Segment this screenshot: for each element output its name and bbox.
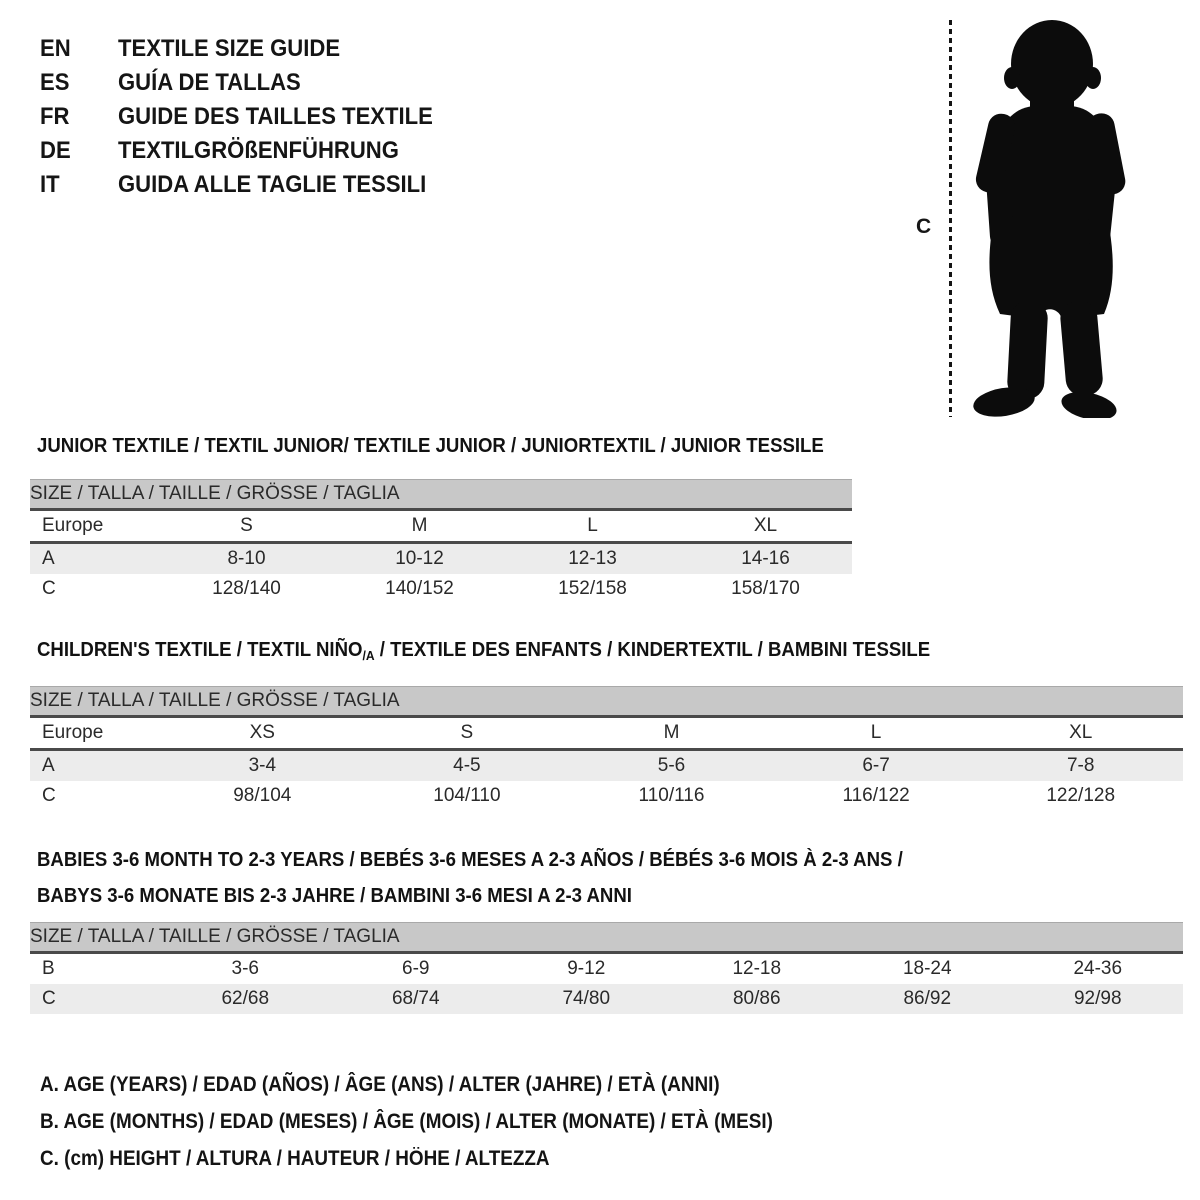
table-row-age	[30, 543, 852, 575]
size-cell: XL	[978, 717, 1183, 750]
height-cell: 92/98	[1013, 984, 1184, 1014]
months-cell: 3-6	[231, 958, 259, 979]
children-title-sub: /A	[362, 648, 375, 663]
months-cell: 9-12	[567, 958, 606, 979]
age-cell: 4-5	[365, 750, 570, 782]
children-section-title	[37, 638, 930, 668]
height-cell: 62/68	[160, 984, 331, 1014]
age-cell: 14-16	[679, 543, 852, 575]
height-dashed-line	[949, 20, 952, 417]
row-label: C	[42, 578, 56, 599]
size-cell: XL	[679, 510, 852, 543]
children-title-pre: CHILDREN'S TEXTILE / TEXTIL NIÑO	[37, 639, 363, 661]
months-cell: 6-9	[402, 958, 430, 979]
lang-row-it	[40, 168, 460, 202]
height-cell: 140/152	[385, 578, 454, 599]
months-cell: 24-36	[1073, 958, 1123, 979]
lang-code: EN	[40, 35, 71, 62]
row-label: A	[30, 750, 160, 782]
table-row-height	[30, 574, 852, 604]
legend	[40, 1066, 854, 1177]
height-cell: 122/128	[1046, 785, 1116, 806]
size-header-bar: SIZE / TALLA / TAILLE / GRÖSSE / TAGLIA	[30, 480, 852, 510]
age-cell: 5-6	[569, 750, 774, 782]
row-label: Europe	[30, 510, 160, 543]
row-label: C	[42, 785, 56, 806]
row-label: Europe	[30, 717, 160, 750]
size-cell: L	[774, 717, 979, 750]
size-header-bar: SIZE / TALLA / TAILLE / GRÖSSE / TAGLIA	[30, 687, 1183, 717]
lang-row-en	[40, 32, 460, 66]
age-cell: 10-12	[333, 543, 506, 575]
table-row-europe	[30, 717, 1183, 750]
size-cell: M	[333, 510, 506, 543]
table-row-height	[30, 781, 1183, 811]
size-cell: M	[569, 717, 774, 750]
lang-code: ES	[40, 69, 70, 96]
lang-title: GUIDA ALLE TAGLIE TESSILI	[118, 171, 427, 198]
lang-row-de	[40, 134, 460, 168]
junior-size-table	[30, 479, 852, 604]
height-cell: 98/104	[233, 785, 292, 806]
children-title-post: / TEXTILE DES ENFANTS / KINDERTEXTIL / BAMBINI TESSILE	[374, 639, 931, 661]
legend-height-cm: C. (cm) HEIGHT / ALTURA / HAUTEUR / HÖHE / ALTEZZA	[40, 1147, 550, 1170]
babies-section-title-line2: BABYS 3-6 MONATE BIS 2-3 JAHRE / BAMBINI 3-6 MESI A 2-3 ANNI	[37, 885, 632, 907]
lang-title: TEXTILGRÖßENFÜHRUNG	[118, 137, 399, 164]
height-cell: 68/74	[331, 984, 502, 1014]
toddler-silhouette-icon	[962, 18, 1140, 418]
junior-section-title: JUNIOR TEXTILE / TEXTIL JUNIOR/ TEXTILE JUNIOR / JUNIORTEXTIL / JUNIOR TESSILE	[37, 435, 824, 457]
table-row-europe	[30, 510, 852, 543]
lang-code: DE	[40, 137, 71, 164]
months-cell: 18-24	[902, 958, 952, 979]
age-cell: 8-10	[160, 543, 333, 575]
legend-age-months: B. AGE (MONTHS) / EDAD (MESES) / ÂGE (MOIS) / ALTER (MONATE) / ETÀ (MESI)	[40, 1110, 773, 1133]
row-label: B	[42, 958, 55, 979]
size-cell: XS	[160, 717, 365, 750]
age-cell: 12-13	[506, 543, 679, 575]
table-row-age	[30, 750, 1183, 782]
lang-title: TEXTILE SIZE GUIDE	[118, 35, 341, 62]
language-title-list	[40, 32, 460, 202]
age-cell: 7-8	[978, 750, 1183, 782]
size-cell: L	[506, 510, 679, 543]
legend-age-years: A. AGE (YEARS) / EDAD (AÑOS) / ÂGE (ANS) / ALTER (JAHRE) / ETÀ (ANNI)	[40, 1073, 720, 1096]
age-cell: 3-4	[160, 750, 365, 782]
size-cell: S	[365, 717, 570, 750]
months-cell: 12-18	[732, 958, 782, 979]
babies-size-table	[30, 922, 1183, 1014]
babies-section-title-line1: BABIES 3-6 MONTH TO 2-3 YEARS / BEBÉS 3-6 MESES A 2-3 AÑOS / BÉBÉS 3-6 MOIS À 2-3 ANS /	[37, 849, 903, 871]
table-row-height	[30, 984, 1183, 1014]
lang-title: GUIDE DES TAILLES TEXTILE	[118, 103, 433, 130]
height-cell: 104/110	[433, 785, 501, 806]
table-row-months	[30, 953, 1183, 985]
height-cell: 116/122	[842, 785, 910, 806]
height-cell: 74/80	[501, 984, 672, 1014]
height-cell: 86/92	[842, 984, 1013, 1014]
height-marker-label: C	[916, 215, 932, 238]
lang-row-fr	[40, 100, 460, 134]
size-header-bar: SIZE / TALLA / TAILLE / GRÖSSE / TAGLIA	[30, 923, 1183, 953]
lang-title: GUÍA DE TALLAS	[118, 69, 301, 96]
height-cell: 110/116	[638, 785, 705, 806]
height-cell: 158/170	[731, 578, 800, 599]
age-cell: 6-7	[774, 750, 979, 782]
height-cell: 80/86	[672, 984, 843, 1014]
lang-row-es	[40, 66, 460, 100]
row-label: A	[30, 543, 160, 575]
lang-code: FR	[40, 103, 70, 130]
size-cell: S	[160, 510, 333, 543]
height-cell: 128/140	[212, 578, 281, 599]
row-label: C	[30, 984, 160, 1014]
children-size-table	[30, 686, 1183, 811]
height-cell: 152/158	[558, 578, 627, 599]
lang-code: IT	[40, 171, 60, 198]
